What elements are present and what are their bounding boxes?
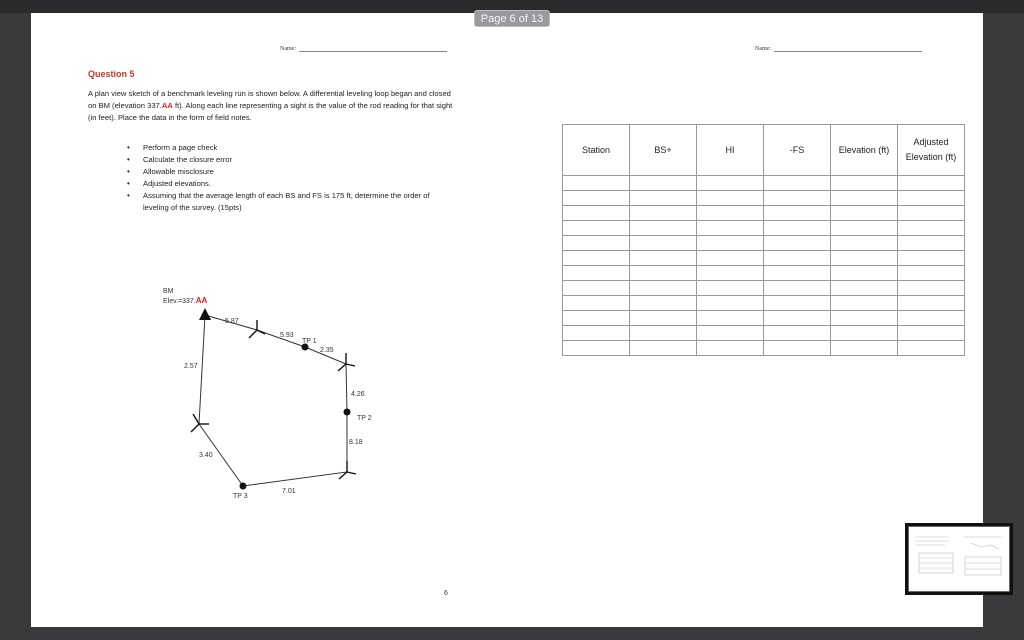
table-row: [563, 176, 965, 191]
table-cell: [697, 341, 764, 356]
table-cell: [563, 236, 630, 251]
reading-label: 8.18: [349, 439, 363, 446]
thumbnail-preview: [909, 527, 1009, 591]
table-cell: [563, 221, 630, 236]
name-label: Name:: [755, 46, 771, 52]
table-cell: [630, 266, 697, 281]
list-item: • Calculate the closure error: [115, 154, 455, 166]
column-header-elevation: Elevation (ft): [831, 125, 898, 176]
table-cell: [898, 176, 965, 191]
table-cell: [630, 281, 697, 296]
table-cell: [831, 281, 898, 296]
reading-label: 2.57: [184, 363, 198, 370]
table-cell: [764, 221, 831, 236]
table-cell: [898, 266, 965, 281]
table-cell: [764, 191, 831, 206]
table-cell: [898, 326, 965, 341]
reading-label: 5.87: [225, 318, 239, 325]
list-item: • Adjusted elevations.: [115, 178, 455, 190]
table-cell: [764, 266, 831, 281]
table-cell: [563, 176, 630, 191]
table-row: [563, 206, 965, 221]
table-cell: [898, 341, 965, 356]
table-row: [563, 236, 965, 251]
table-cell: [764, 176, 831, 191]
tp-label: TP 3: [233, 493, 248, 498]
table-cell: [831, 341, 898, 356]
instrument-icon: [339, 461, 356, 479]
document-page: [31, 13, 983, 627]
table-cell: [563, 191, 630, 206]
table-cell: [630, 236, 697, 251]
table-cell: [630, 176, 697, 191]
table-cell: [898, 221, 965, 236]
table-cell: [630, 191, 697, 206]
table-cell: [697, 176, 764, 191]
table-cell: [697, 191, 764, 206]
field-notes-table: [562, 124, 965, 356]
name-label: Name:: [280, 46, 296, 52]
turning-point-marker: [240, 483, 247, 490]
table-body: [563, 176, 965, 356]
table-cell: [764, 251, 831, 266]
table-cell: [831, 326, 898, 341]
table-cell: [563, 326, 630, 341]
table-cell: [764, 341, 831, 356]
table-row: [563, 311, 965, 326]
column-header-bs: BS+: [630, 125, 697, 176]
table-cell: [697, 206, 764, 221]
table-row: [563, 251, 965, 266]
table-cell: [764, 296, 831, 311]
table-cell: [764, 281, 831, 296]
name-field-right: [755, 46, 922, 52]
bm-elevation-label: Elev.=337.AA: [163, 296, 208, 305]
table-cell: [563, 296, 630, 311]
table-cell: [831, 206, 898, 221]
table-row: [563, 281, 965, 296]
list-item: • Perform a page check: [115, 142, 455, 154]
task-list: [115, 142, 455, 214]
table-cell: [697, 251, 764, 266]
table-cell: [898, 191, 965, 206]
table-cell: [563, 206, 630, 221]
table-cell: [831, 191, 898, 206]
tp-label: TP 1: [302, 338, 317, 345]
leveling-loop-sketch: [141, 268, 391, 498]
loop-lines: [199, 315, 347, 486]
list-item: • Allowable misclosure: [115, 166, 455, 178]
table-cell: [630, 341, 697, 356]
reading-label: 5.93: [280, 332, 294, 339]
reading-label: 3.40: [199, 452, 213, 459]
table-cell: [630, 206, 697, 221]
table-cell: [697, 236, 764, 251]
table-cell: [630, 326, 697, 341]
table-cell: [831, 296, 898, 311]
name-field-left: [280, 46, 447, 52]
table-cell: [697, 296, 764, 311]
table-cell: [831, 311, 898, 326]
question-title: Question 5: [88, 69, 135, 79]
elevation-placeholder: AA: [161, 101, 173, 110]
table-row: [563, 266, 965, 281]
table-cell: [764, 326, 831, 341]
table-cell: [831, 221, 898, 236]
question-intro: A plan view sketch of a benchmark leveling run is shown below. A differential leveling loop began and closed on BM (elevation 337.AA ft). Along each line representing a sight is the value of the rod reading for that sight (in feet). Place the data in the form of field notes.: [88, 89, 453, 122]
table-cell: [831, 251, 898, 266]
table-cell: [563, 251, 630, 266]
table-cell: [764, 311, 831, 326]
table-cell: [697, 221, 764, 236]
bm-label: BM: [163, 288, 174, 295]
thumbnail-viewport[interactable]: [908, 526, 1010, 592]
table-row: [563, 326, 965, 341]
table-cell: [630, 311, 697, 326]
table-cell: [898, 281, 965, 296]
column-header-adjusted-elevation: Adjusted Elevation (ft): [898, 125, 965, 176]
table-cell: [898, 236, 965, 251]
table-cell: [898, 251, 965, 266]
table-row: [563, 341, 965, 356]
table-cell: [831, 266, 898, 281]
table-cell: [563, 266, 630, 281]
reading-label: 2.35: [320, 347, 334, 354]
turning-point-marker: [344, 409, 351, 416]
instrument-setups: [191, 320, 356, 479]
page-number: 6: [444, 590, 448, 597]
tp-label: TP 2: [357, 415, 372, 422]
table-cell: [898, 296, 965, 311]
table-cell: [563, 311, 630, 326]
column-header-fs: -FS: [764, 125, 831, 176]
table-cell: [697, 326, 764, 341]
table-cell: [831, 176, 898, 191]
reading-label: 4.26: [351, 391, 365, 398]
table-cell: [764, 236, 831, 251]
list-item: • Assuming that the average length of each BS and FS is 175 ft, determine the order of leveling of the survey. (15pts): [115, 190, 455, 214]
instrument-icon: [249, 320, 265, 338]
table-cell: [764, 206, 831, 221]
benchmark-triangle-icon: [199, 308, 211, 320]
table-row: [563, 296, 965, 311]
table-cell: [630, 296, 697, 311]
column-header-hi: HI: [697, 125, 764, 176]
table-cell: [630, 221, 697, 236]
page-indicator: Page 6 of 13: [474, 10, 550, 27]
reading-label: 7.01: [282, 488, 296, 495]
table-cell: [563, 341, 630, 356]
instrument-icon: [191, 414, 209, 432]
table-row: [563, 221, 965, 236]
column-header-station: Station: [563, 125, 630, 176]
table-cell: [697, 311, 764, 326]
table-cell: [898, 311, 965, 326]
table-cell: [563, 281, 630, 296]
table-cell: [697, 266, 764, 281]
table-header-row: [563, 125, 965, 176]
table-cell: [697, 281, 764, 296]
table-row: [563, 191, 965, 206]
table-cell: [898, 206, 965, 221]
table-cell: [630, 251, 697, 266]
table-cell: [831, 236, 898, 251]
